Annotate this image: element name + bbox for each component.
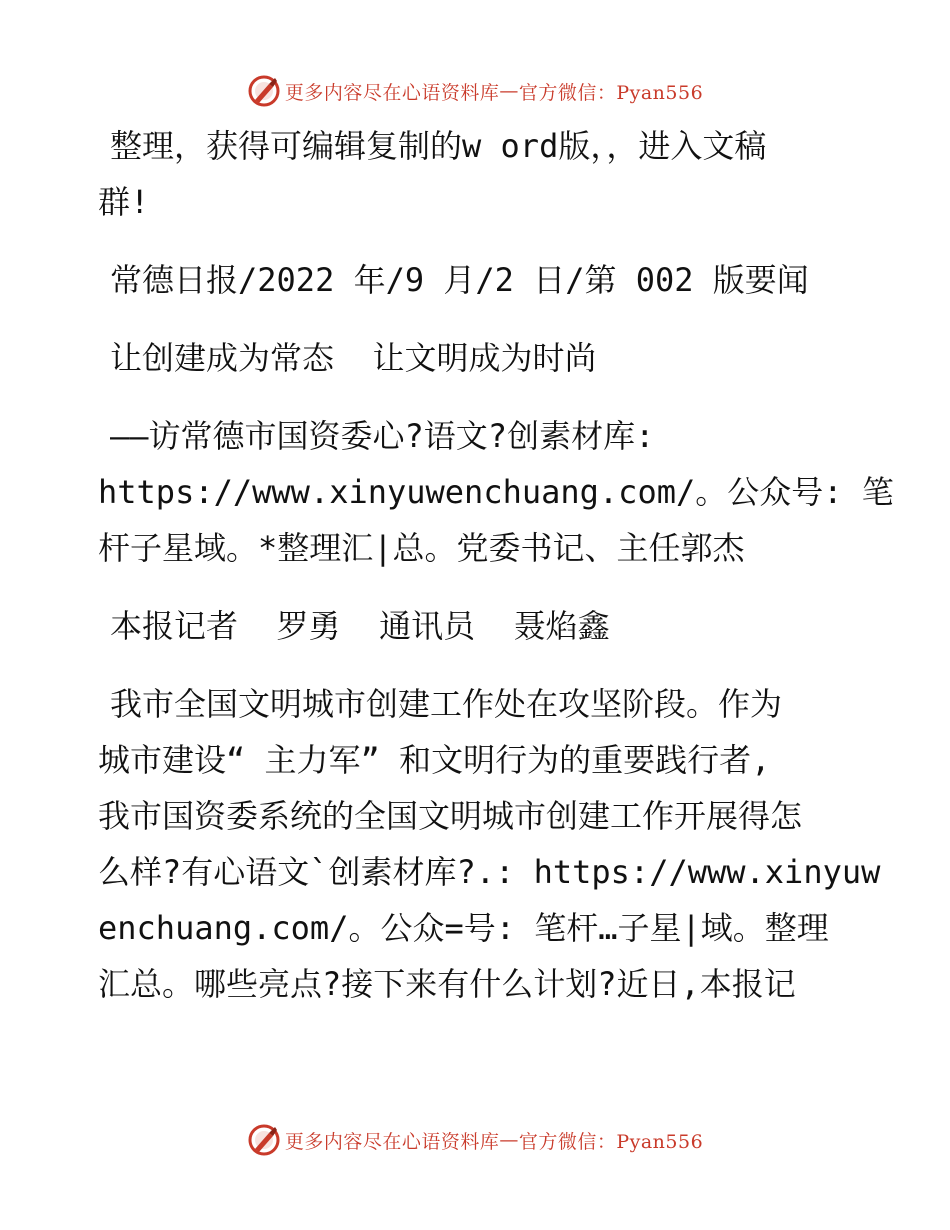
banner-dash: —	[499, 80, 519, 102]
paragraph-body	[98, 676, 881, 1012]
text-line: https://www.xinyuwenchuang.com/。公众号: 笔	[98, 473, 894, 511]
text-line: ——访常德市国资委心?语文?创素材库:	[110, 417, 655, 455]
paragraph-byline	[98, 598, 858, 654]
paragraph-intro	[98, 118, 858, 230]
header-watermark-banner	[0, 71, 950, 111]
paragraph-headline	[98, 330, 858, 386]
paragraph-source	[98, 252, 858, 308]
text-line: 我市全国文明城市创建工作处在攻坚阶段。作为	[110, 685, 783, 723]
banner-title: 更多内容尽在心语资料库	[284, 81, 500, 104]
paragraph-subtitle	[98, 408, 894, 576]
text-line: 么样?有心语文`创素材库?.: https://www.xinyuw	[98, 853, 881, 891]
text-line: 常德日报/2022 年/9 月/2 日/第 002 版要闻	[110, 261, 809, 299]
document-body	[98, 118, 894, 1034]
text-line: 城市建设“ 主力军” 和文明行为的重要践行者,	[98, 741, 771, 779]
banner-wechat: 官方微信：Pyan556	[518, 1130, 704, 1153]
text-line: 我市国资委系统的全国文明城市创建工作开展得怎	[98, 797, 803, 835]
text-line: 群!	[98, 183, 150, 221]
footer-watermark-banner	[0, 1120, 950, 1160]
text-line: enchuang.com/。公众=号: 笔杆…子星|域。整理	[98, 909, 829, 947]
article-title: 让创建成为常态 让文明成为时尚	[110, 339, 597, 377]
banner-dash: —	[499, 1129, 519, 1151]
text-line: 杆子星域。*整理汇|总。党委书记、主任郭杰	[98, 529, 745, 567]
banner-title: 更多内容尽在心语资料库	[284, 1130, 500, 1153]
red-circle-pen-logo-icon	[247, 1123, 281, 1157]
text-line: 整理，获得可编辑复制的w ord版，，进入文稿	[110, 127, 767, 165]
byline: 本报记者 罗勇 通讯员 聂焰鑫	[110, 607, 610, 645]
banner-wechat: 官方微信：Pyan556	[518, 81, 704, 104]
text-line: 汇总。哪些亮点?接下来有什么计划?近日,本报记	[98, 965, 796, 1003]
red-circle-pen-logo-icon	[247, 74, 281, 108]
